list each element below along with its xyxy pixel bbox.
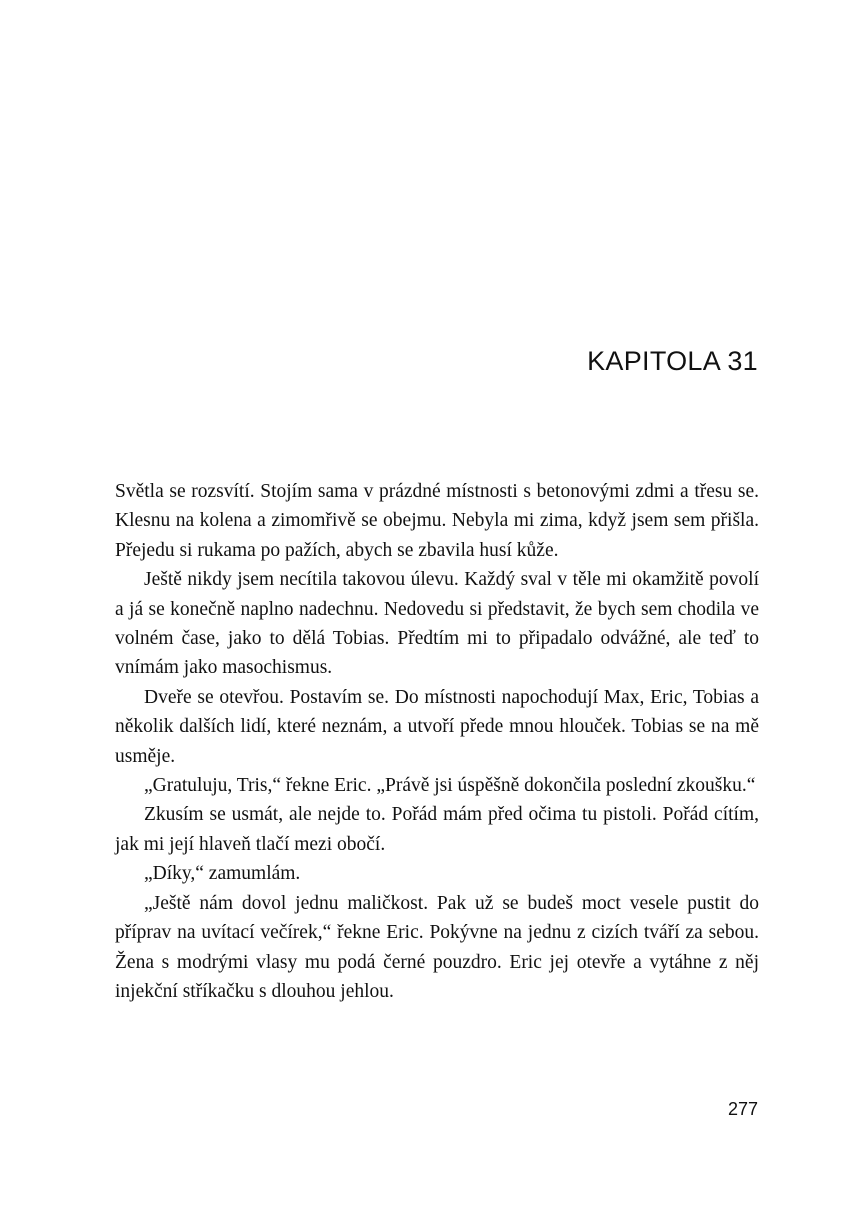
chapter-title: KAPITOLA 31	[587, 346, 758, 376]
page-number: 277	[727, 1099, 758, 1119]
paragraph: „Ještě nám dovol jednu maličkost. Pak už se budeš moct vesele pustit do příprav na uvítací večírek,“ řekne Eric. Pokývne na jednu z cizích tváří za sebou. Žena s modrými vlasy mu podá černé pouzdro. Eric jej otevře a vytáhne z něj injekční stříkačku s dlouhou jehlou.	[115, 892, 759, 1002]
paragraph: Dveře se otevřou. Postavím se. Do místnosti napochodují Max, Eric, Tobias a několik dalších lidí, které neznám, a utvoří přede mnou hlouček. Tobias se na mě usměje.	[115, 686, 759, 767]
paragraph: Světla se rozsvítí. Stojím sama v prázdné místnosti s betonovými zdmi a třesu se. Klesnu na kolena a zimomřivě se obejmu. Nebyla mi zima, když jsem sem přišla. Přejedu si rukama po pažích, abych se zbavila husí kůže.	[115, 481, 759, 561]
chapter-body	[115, 477, 759, 1006]
paragraph: „Gratuluju, Tris,“ řekne Eric. „Právě jsi úspěšně dokončila poslední zkoušku.“	[144, 775, 756, 797]
paragraph: Ještě nikdy jsem necítila takovou úlevu. Každý sval v těle mi okamžitě povolí a já se konečně naplno nadechnu. Nedovedu si představit, že bych sem chodila ve volném čase, jako to dělá Tobias. Předtím mi to připadalo odvážné, ale teď to vnímám jako masochismus.	[115, 569, 759, 679]
paragraph: „Díky,“ zamumlám.	[144, 863, 301, 885]
paragraph: Zkusím se usmát, ale nejde to. Pořád mám před očima tu pistoli. Pořád cítím, jak mi její hlaveň tlačí mezi obočí.	[115, 804, 759, 855]
